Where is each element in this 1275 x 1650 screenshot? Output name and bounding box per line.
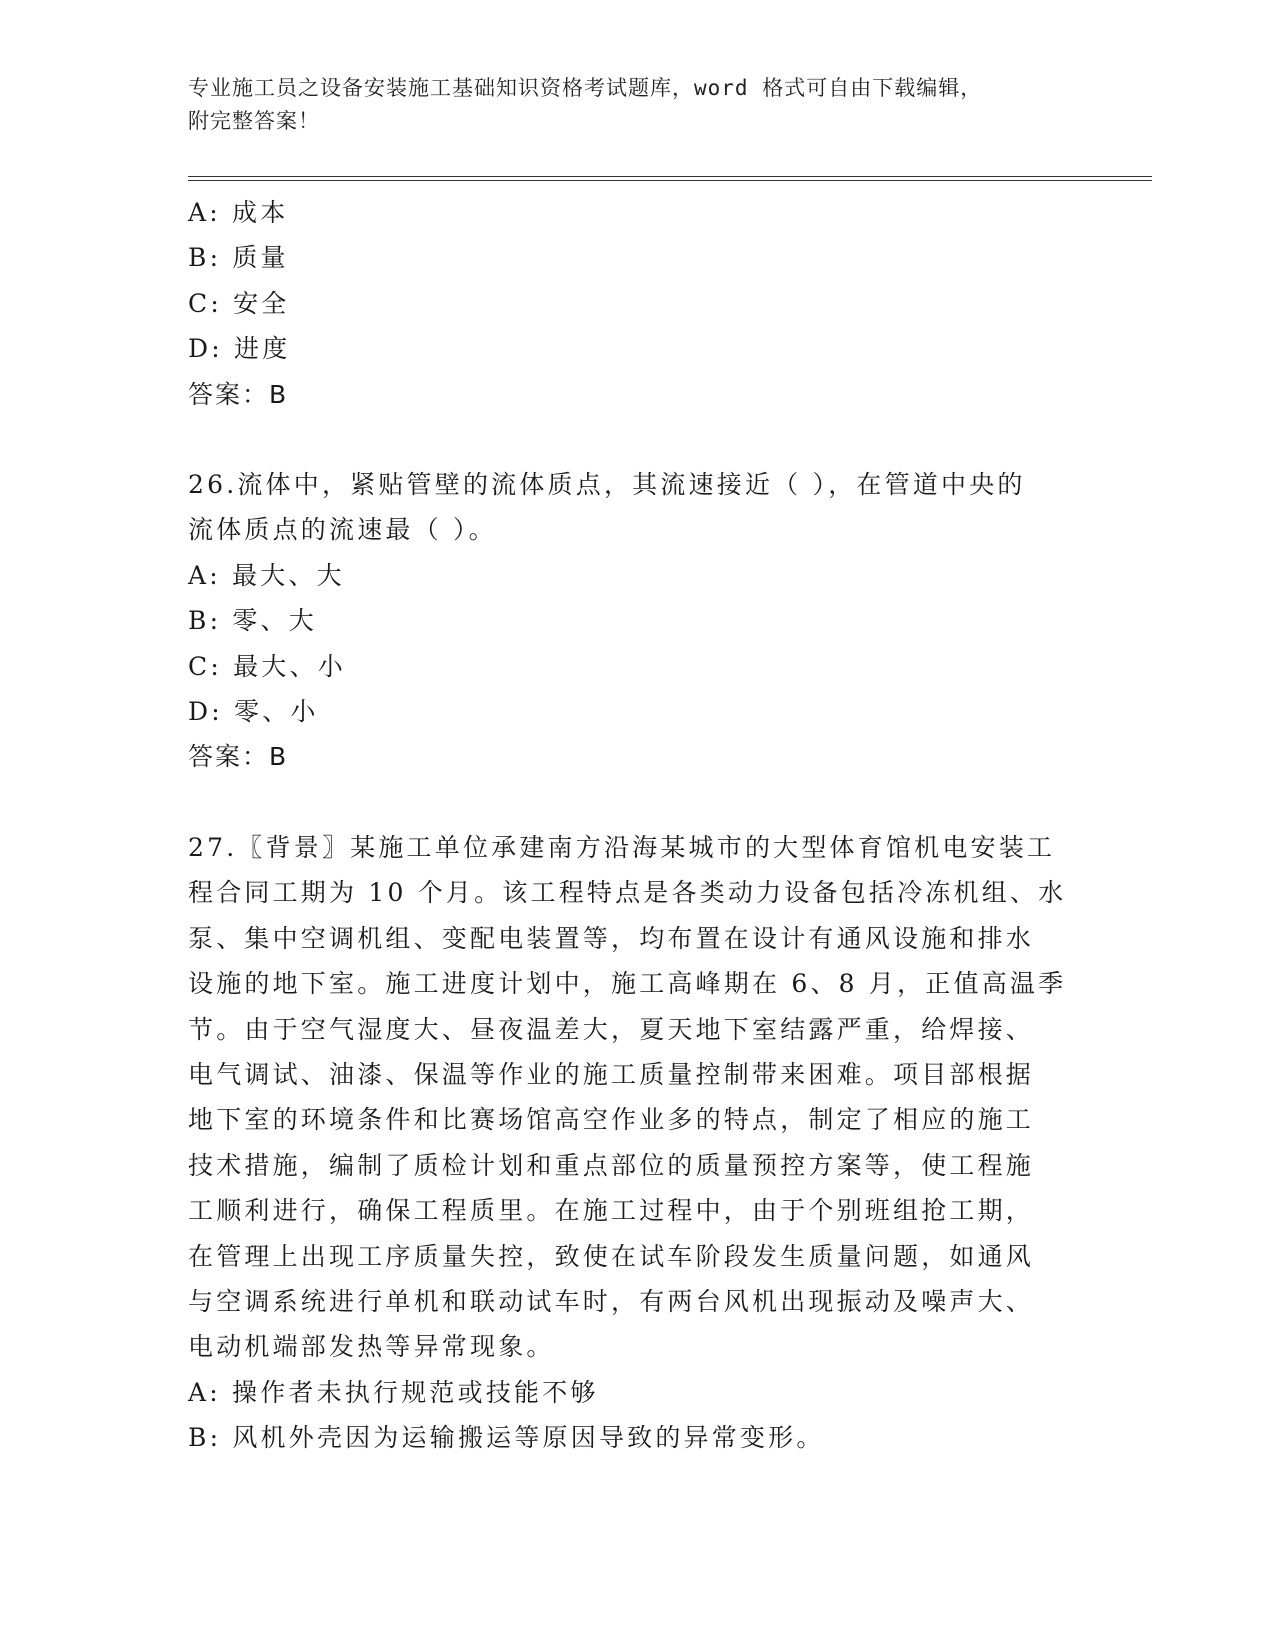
question-25 [188,190,1088,417]
question-stem-line: 地下室的环境条件和比赛场馆高空作业多的特点，制定了相应的施工 [188,1105,1035,1135]
question-stem-line: 在管理上出现工序质量失控，致使在试车阶段发生质量问题，如通风 [188,1241,1035,1271]
question-26 [188,462,1088,780]
question-content [188,190,1088,1461]
question-stem-line: 程合同工期为 10 个月。该工程特点是各类动力设备包括冷冻机组、水 [188,878,1067,908]
spacer [188,780,1088,825]
header-line-1: 专业施工员之设备安装施工基础知识资格考试题库，word 格式可自由下载编辑， [188,76,983,100]
option-a: A: 最大、大 [188,560,345,590]
question-27 [188,825,1088,1461]
option-a: A: 成本 [188,198,289,227]
answer-label: 答案：B [188,742,289,772]
question-stem-line: 节。由于空气湿度大、昼夜温差大，夏天地下室结露严重，给焊接、 [188,1014,1035,1044]
question-stem-line: 电动机端部发热等异常现象。 [188,1332,555,1362]
question-stem-line: 技术措施，编制了质检计划和重点部位的质量预控方案等，使工程施 [188,1150,1035,1180]
document-header [188,72,1068,138]
option-b: B: 风机外壳因为运输搬运等原因导致的异常变形。 [188,1423,825,1453]
header-divider [188,176,1152,181]
option-d: D: 进度 [188,334,291,364]
option-b: B: 质量 [188,243,289,273]
question-stem-line: 工顺利进行，确保工程质里。在施工过程中，由于个别班组抢工期， [188,1196,1035,1226]
answer-label: 答案：B [188,379,289,409]
question-stem-line: 设施的地下室。施工进度计划中，施工高峰期在 6、8 月，正值高温季 [188,969,1067,999]
spacer [188,417,1088,462]
option-d: D: 零、小 [188,697,319,727]
option-c: C: 安全 [188,288,290,318]
option-a: A: 操作者未执行规范或技能不够 [188,1377,599,1407]
question-stem-line: 26.流体中，紧贴管壁的流体质点，其流速接近（ ），在管道中央的 [188,470,1026,500]
question-stem-line: 与空调系统进行单机和联动试车时，有两台风机出现振动及噪声大、 [188,1286,1035,1316]
option-c: C: 最大、小 [188,651,346,681]
header-line-2: 附完整答案！ [188,109,320,133]
question-stem-line: 泵、集中空调机组、变配电装置等，均布置在设计有通风设施和排水 [188,923,1035,953]
option-b: B: 零、大 [188,606,317,636]
question-stem-line: 流体质点的流速最（ ）。 [188,515,497,545]
question-stem-line: 27.〖背景〗某施工单位承建南方沿海某城市的大型体育馆机电安装工 [188,832,1056,862]
question-stem-line: 电气调试、油漆、保温等作业的施工质量控制带来困难。项目部根据 [188,1059,1035,1089]
